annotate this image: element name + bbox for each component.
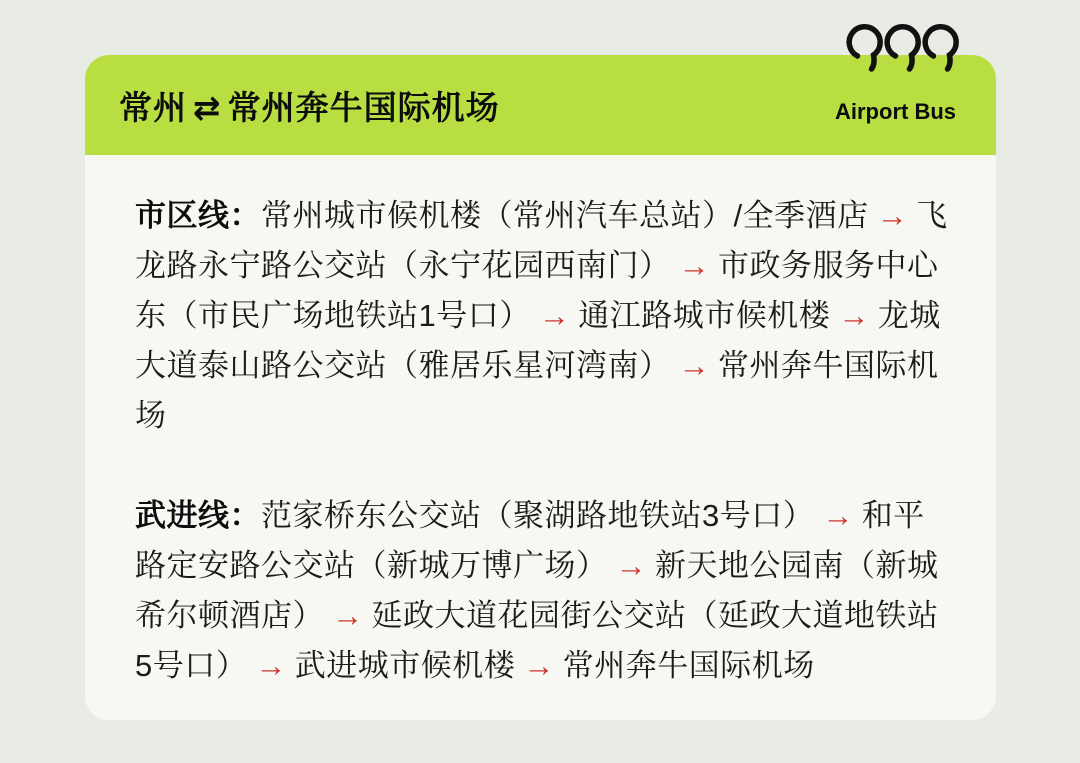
swap-arrows-icon: ⇄	[193, 88, 222, 126]
route-arrow-icon: →	[822, 498, 854, 533]
route-stop: 常州奔牛国际机场	[135, 348, 939, 433]
route-stop: 延政大道花园街公交站（延政大道地铁站5号口）	[135, 598, 939, 683]
route-arrow-icon: →	[678, 248, 710, 283]
route-arrow-icon: →	[876, 198, 909, 233]
route-stop: 范家桥东公交站（聚湖路地铁站3号口）	[261, 498, 815, 533]
route-stop: 龙城大道泰山路公交站（雅居乐星河湾南）	[135, 298, 941, 383]
route-arrow-icon: →	[523, 648, 555, 683]
route-label: 市区线：	[135, 198, 261, 233]
title-city: 常州	[119, 88, 187, 126]
route-arrow-icon: →	[255, 648, 287, 683]
triple-coil-icon	[844, 19, 962, 77]
route-stop: 常州奔牛国际机场	[562, 648, 815, 683]
route-stop: 新天地公园南（新城希尔顿酒店）	[135, 548, 939, 633]
route-paragraph	[135, 491, 950, 691]
page-title	[119, 82, 500, 129]
route-label: 武进线：	[135, 498, 261, 533]
route-stop: 武进城市候机楼	[294, 648, 516, 683]
card-body	[85, 155, 996, 691]
route-stop: 常州城市候机楼（常州汽车总站）/全季酒店	[261, 198, 869, 233]
airport-bus-card	[85, 55, 996, 720]
card-header	[85, 55, 996, 155]
route-text	[135, 198, 948, 433]
route-stop: 通江路城市候机楼	[578, 298, 831, 333]
route-arrow-icon: →	[678, 348, 710, 383]
route-stop: 和平路定安路公交站（新城万博广场）	[135, 498, 925, 583]
route-stop: 市政务服务中心东（市民广场地铁站1号口）	[135, 248, 939, 333]
route-paragraph	[135, 191, 950, 441]
route-stop: 飞龙路永宁路公交站（永宁花园西南门）	[135, 198, 948, 283]
route-arrow-icon: →	[538, 298, 571, 333]
brand-label: Airport Bus	[835, 99, 956, 124]
route-arrow-icon: →	[838, 298, 870, 333]
route-arrow-icon: →	[615, 548, 647, 583]
route-arrow-icon: →	[332, 598, 364, 633]
title-airport: 常州奔牛国际机场	[227, 88, 500, 126]
routes	[135, 191, 950, 691]
